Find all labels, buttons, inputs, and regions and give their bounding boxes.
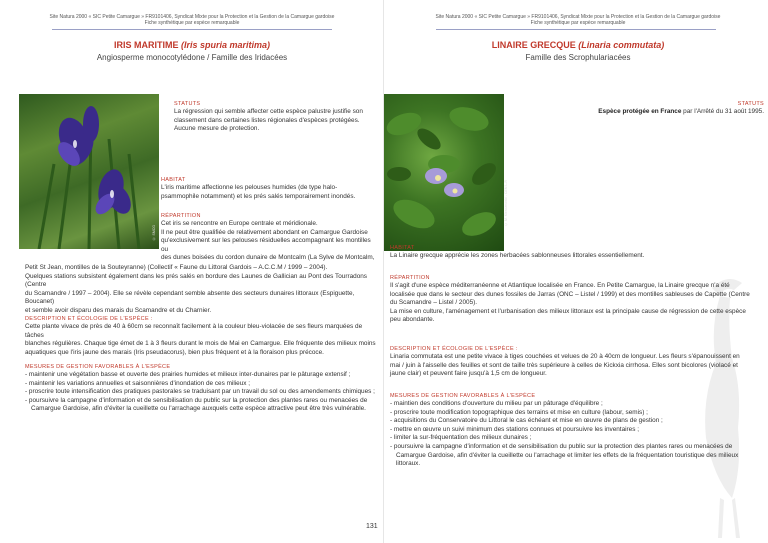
species-title: IRIS MARITIME (Iris spuria maritima) [113, 40, 271, 50]
species-subtitle: Angiosperme monocotylédone / Famille des Iridacées [96, 53, 288, 62]
photo-credit: © M. Klesczewski - CEN L-R [504, 180, 508, 227]
linaria-illustration [384, 94, 504, 251]
description-section: DESCRIPTION ET ÉCOLOGIE DE L'ESPÈCE : Cette plante vivace de près de 40 à 60cm se reconnaît facilement à la couleur bleu-violacée de ses fleurs marquées de tâches blanches régulières. Chaque tige émet de 1 à 3 fleurs durant le mois de Mai en Camargue. Elle fréquente des milieux moins aquatiques que l'iris jaune des marais (Iris pseudacorus), bien plus fréquent et à la floraison plus précoce. [25, 316, 376, 356]
statut-section: STATUTS La régression qui semble affecter cette espèce palustre justifie son classement dans certaines listes régionales d'espèces protégées. Aucune mesure de protection. [174, 101, 363, 133]
habitat-section: HABITAT L'iris maritime affectionne les pelouses humides (de type halo-psammophile notamment) et les prés salés temporairement inondés. [161, 177, 356, 200]
repartition-section: RÉPARTITION Cet iris se rencontre en Europe centrale et méridionale. Il ne peut être qualifiée de relativement abondant en Camargue Gardoise qu'exclusivement sur les pelouses résiduelles accompagnant les montilles ou des dunes boisées du cordon dunaire de Montcalm (La Sylve de Montcalm, [161, 213, 375, 262]
repartition-continued: Petit St Jean, montilles de la Souteyranne) (Collectif « Faune du Littoral Gardois – A.C.C.M / 1999 – 2004). Quelques stations subsistent également dans les prés salés en bordure des Launes de Gallician au Pont des Tourradons (Centre du Scamandre / 1997 – 2004). Elle se révèle cependant semble absente des secteurs dunaires littoraux (Espiguette, Boucanet) et semble avoir disparu des marais du Scamandre et du Charnier. [25, 264, 367, 314]
mesures-section: MESURES DE GESTION FAVORABLES À L'ESPÈCE - maintenir une végétation basse et ouverte des prairies humides et milieux inter-dunaires par le pâturage extensif ; - maintenir les variations annuelles et saisonnières d'inondation de ces milieux ; - proscrire toute intensification des pratiques pastorales se traduisant par un travail du sol ou des amendements chimiques ; - poursuivre la campagne d'information et de sensibilisation du public sur la protection des plantes rares ou menacées de Camargue Gardoise, afin d'éviter la cueillette ou l'arrachage auxquels cette espèce attractive peut être très vulnérable. [25, 364, 375, 413]
right-page [384, 0, 768, 543]
species-title: LINAIRE GRECQUE (Linaria commutata) [491, 40, 665, 50]
statut-section: STATUTS Espèce protégée en France par l'Arrêté du 31 août 1995. [598, 101, 764, 115]
mesures-section: MESURES DE GESTION FAVORABLES À L'ESPÈCE - maintien des conditions d'ouverture du milieu par un pâturage d'équilibre ; - proscrire toute modification topographique des terrains et mise en culture (labour, semis) ; - acquisitions du Conservatoire du Littoral le cas échéant et mise en œuvre de plans de gestion ; - mettre en œuvre un suivi minimum des stations connues et poursuivre les inventaires ; - limiter la sur-fréquentation des milieux dunaires ; - poursuivre la campagne d'information et de sensibilisation du public sur la protection des plantes rares ou menacées de Camargue Gardoise, afin d'éviter la cueillette ou l'arrachage et limiter les effets de la fréquentation touristique des milieux littoraux. [390, 393, 739, 468]
photo-credit: © SMCG [152, 225, 156, 241]
iris-illustration [19, 94, 159, 249]
linaria-photo [384, 94, 504, 251]
header-rule [436, 29, 716, 30]
repartition-section: RÉPARTITION Il s'agit d'une espèce méditerranéenne et Atlantique localisée en France. En Petite Camargue, la Linaire grecque n'a été localisée que dans le secteur des dunes fossiles de Jarras (ONC – Listel / 1999) et des montilles sableuses de Capette (Centre du Scamandre – Listel / 2005). La mise en culture, l'aménagement et l'urbanisation des milieux littoraux est la principale cause de régression de cette espèce peu abondante. [390, 275, 750, 324]
iris-photo [19, 94, 159, 249]
running-header: Site Natura 2000 « SIC Petite Camargue » FR9101406, Syndicat Mixte pour la Protection et la Gestion de la Camargue gardoise Fiche synthétique par espèce remarquable [49, 14, 335, 26]
species-subtitle: Famille des Scrophulariacées [525, 53, 631, 62]
habitat-section: HABITAT La Linaire grecque apprécie les zones herbacées sablonneuses littorales essentiellement. [390, 245, 645, 259]
description-section: DESCRIPTION ET ÉCOLOGIE DE L'ESPÈCE : Linaria commutata est une petite vivace à tiges couchées et velues de 20 à 40cm de longueur. Les fleurs s'épanouissent en mai / juin à l'aisselle des feuilles et sont de taille très supérieure à celles de Kickxia cirrhosa. Elles sont bicolores (violacé et jaune clair) et peuvent faire jusqu'à 1,5 cm de longueur. [390, 346, 740, 378]
running-header: Site Natura 2000 « SIC Petite Camargue » FR9101406, Syndicat Mixte pour la Protection et la Gestion de la Camargue gardoise Fiche synthétique par espèce remarquable [435, 14, 721, 26]
page-number: 131 [366, 523, 378, 530]
header-rule [52, 29, 332, 30]
